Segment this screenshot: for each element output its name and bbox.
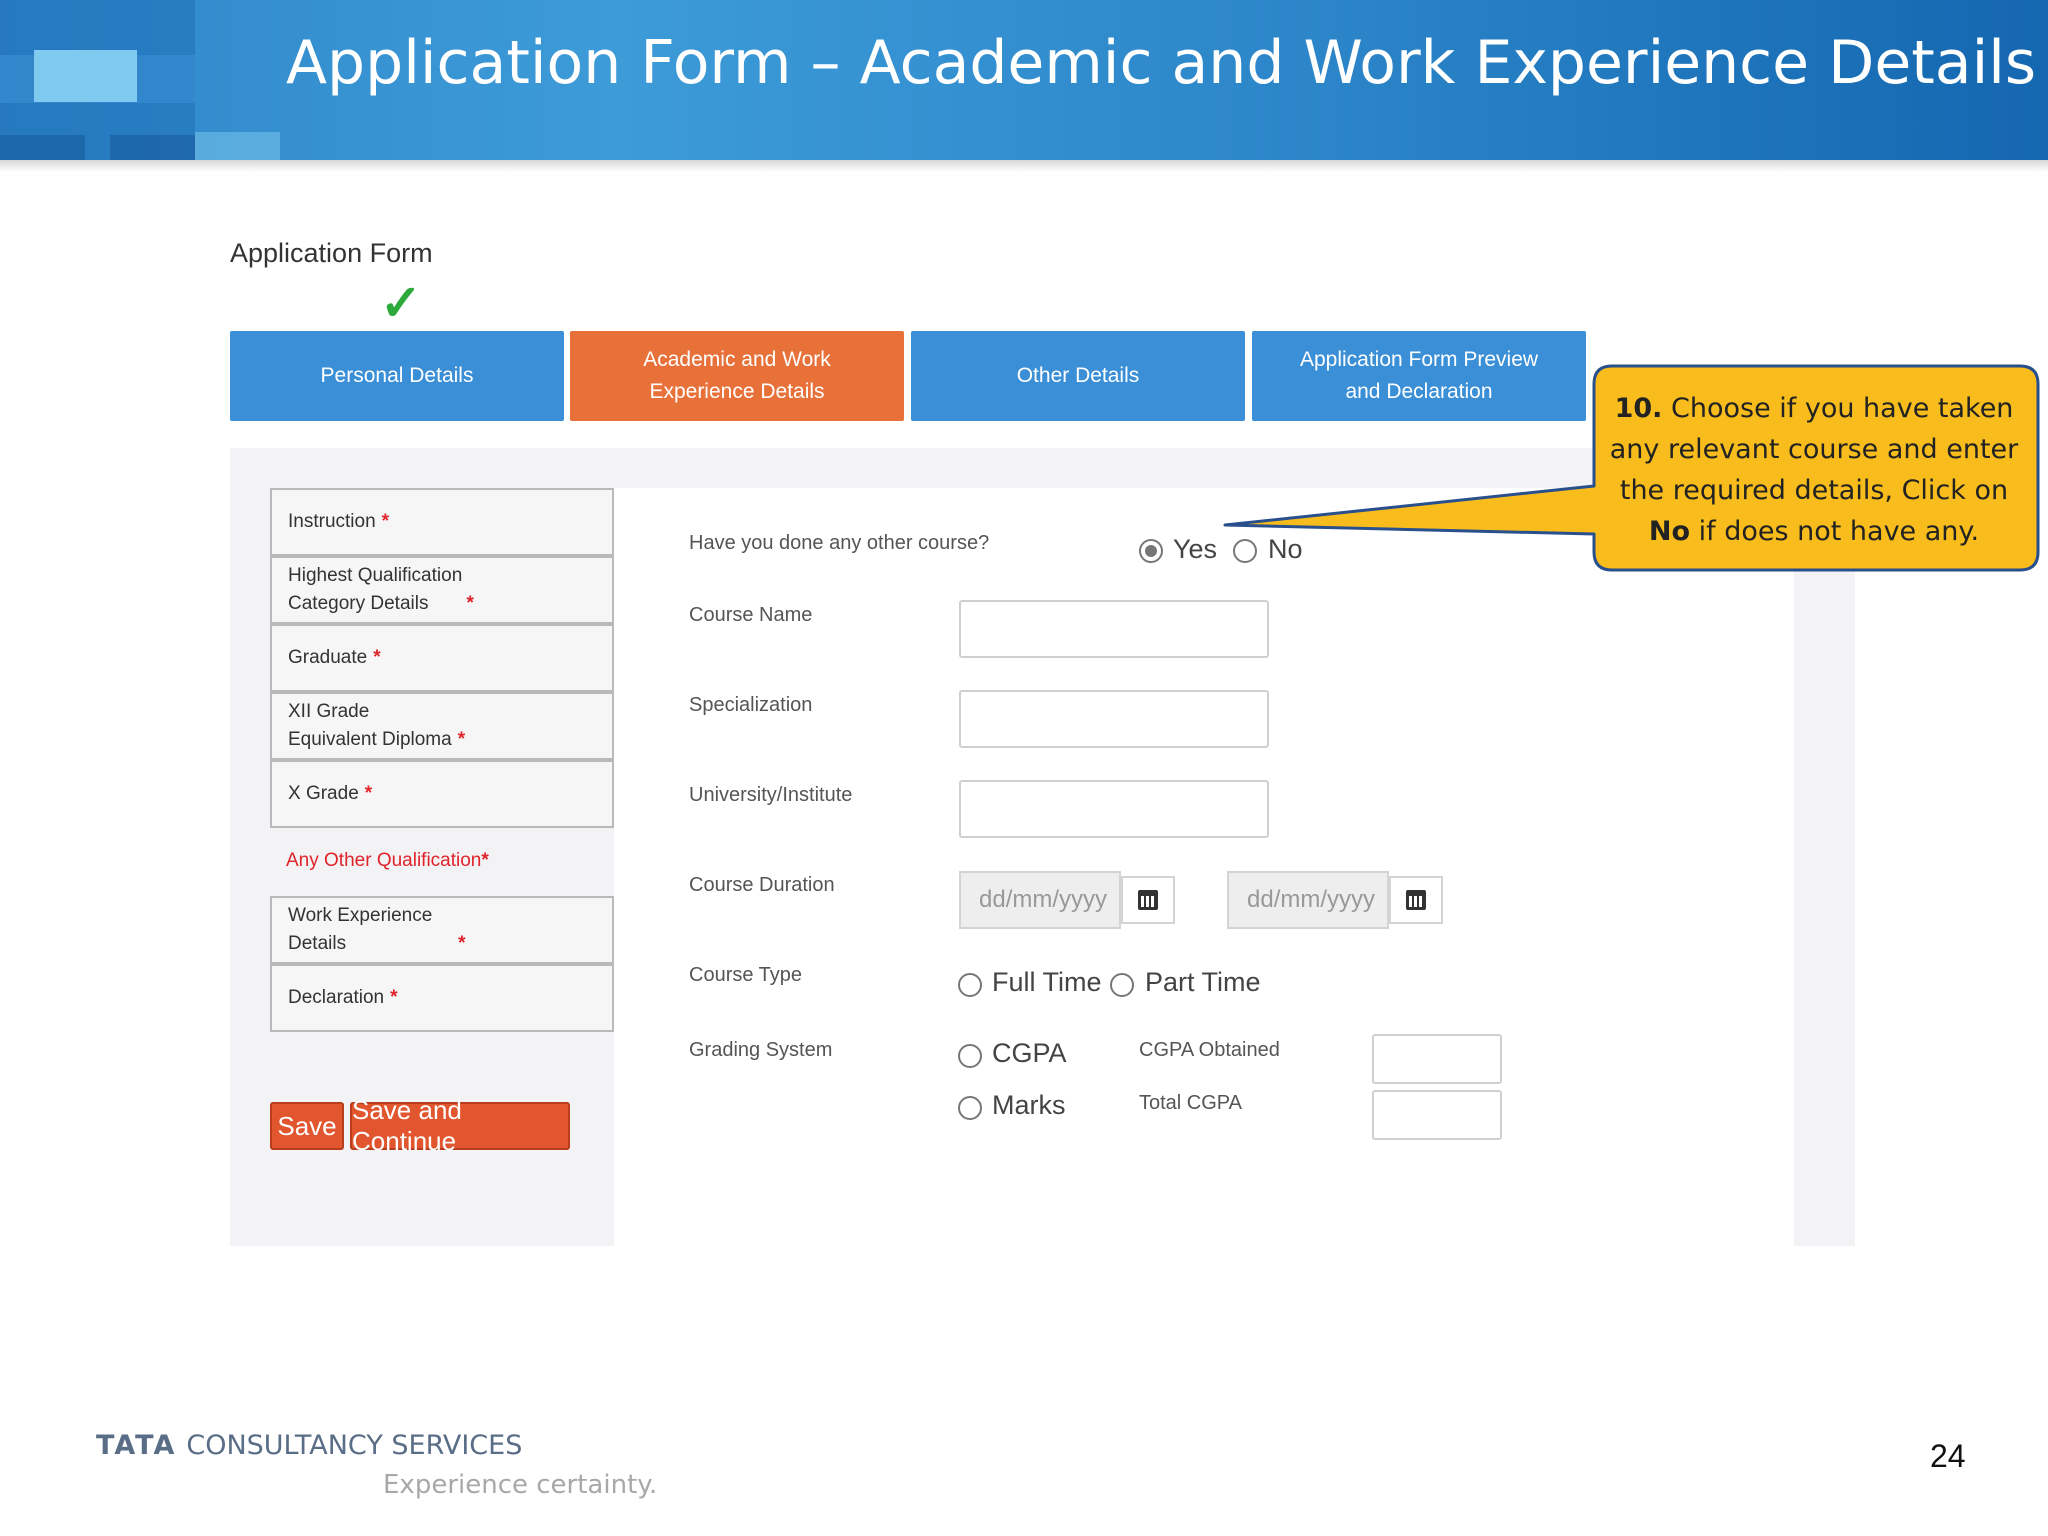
checkmark-icon: ✓ — [380, 275, 422, 331]
calendar-icon — [1406, 890, 1426, 910]
duration-to-calendar-button[interactable] — [1389, 876, 1443, 924]
course-name-field[interactable] — [959, 600, 1269, 658]
sidebar-item-any-other-qualification[interactable] — [286, 850, 489, 872]
specialization-label: Specialization — [689, 694, 813, 716]
required-mark: * — [390, 987, 398, 1008]
sidebar-item-xii-grade[interactable] — [270, 692, 614, 760]
duration-to-field[interactable]: dd/mm/yyyy — [1227, 871, 1389, 929]
course-type-label: Course Type — [689, 964, 803, 986]
callout-text: Choose if you have taken any relevant course and enter the required details, Click on — [1609, 393, 2019, 506]
sidebar-item-label: Graduate — [288, 647, 368, 668]
slide-title: Application Form – Academic and Work Experience Details — [286, 28, 2037, 98]
sidebar-item-label: Equivalent Diploma — [288, 729, 452, 750]
cgpa-obtained-field[interactable] — [1372, 1034, 1502, 1084]
marks-radio[interactable] — [958, 1096, 982, 1120]
required-mark: * — [466, 593, 474, 614]
sidebar-item-label: Work Experience — [288, 905, 433, 926]
required-mark: * — [457, 729, 466, 750]
logo-brand: TATA — [96, 1430, 177, 1461]
grading-system-label: Grading System — [689, 1039, 833, 1061]
sidebar-item-label: Category Details — [288, 593, 429, 614]
part-time-label: Part Time — [1145, 967, 1261, 997]
other-course-yes-label: Yes — [1173, 534, 1218, 564]
required-mark: * — [481, 850, 489, 871]
duration-from-field[interactable]: dd/mm/yyyy — [959, 871, 1121, 929]
calendar-icon — [1138, 890, 1158, 910]
tcs-logo — [96, 1430, 522, 1461]
tab-academic-work-experience[interactable]: Academic and Work Experience Details — [570, 331, 904, 421]
cgpa-label: CGPA — [992, 1038, 1067, 1068]
save-and-continue-button[interactable]: Save and Continue — [350, 1102, 570, 1150]
sidebar-item-label: Declaration — [288, 987, 385, 1008]
form-heading: Application Form — [230, 238, 433, 268]
logo-company: CONSULTANCY SERVICES — [186, 1430, 523, 1461]
sidebar-item-label: XII Grade — [288, 701, 370, 722]
marks-label: Marks — [992, 1090, 1066, 1120]
sidebar-item-label: Any Other Qualification — [286, 850, 482, 871]
course-duration-label: Course Duration — [689, 874, 835, 896]
logo-tagline: Experience certainty. — [383, 1470, 658, 1500]
tab-preview-declaration[interactable]: Application Form Preview and Declaration — [1252, 331, 1586, 421]
full-time-radio[interactable] — [958, 973, 982, 997]
required-mark: * — [364, 783, 373, 804]
sidebar-item-graduate[interactable] — [270, 624, 614, 692]
callout-bold-word: No — [1648, 516, 1691, 547]
cgpa-obtained-label: CGPA Obtained — [1139, 1039, 1280, 1061]
sidebar-item-label: X Grade — [288, 783, 359, 804]
duration-from-calendar-button[interactable] — [1121, 876, 1175, 924]
cgpa-radio[interactable] — [958, 1044, 982, 1068]
sidebar-item-work-experience[interactable] — [270, 896, 614, 964]
page-number: 24 — [1930, 1438, 1966, 1474]
instruction-callout — [1591, 366, 2037, 570]
sidebar-item-x-grade[interactable] — [270, 760, 614, 828]
callout-step-number: 10. — [1614, 393, 1663, 424]
specialization-field[interactable] — [959, 690, 1269, 748]
sidebar-item-label: Highest Qualification — [288, 565, 463, 586]
part-time-radio[interactable] — [1110, 973, 1134, 997]
required-mark: * — [458, 933, 466, 954]
sidebar-item-label: Instruction — [288, 511, 376, 532]
save-button[interactable]: Save — [270, 1102, 344, 1150]
tab-personal-details[interactable]: Personal Details — [230, 331, 564, 421]
sidebar-item-declaration[interactable] — [270, 964, 614, 1032]
full-time-label: Full Time — [992, 967, 1102, 997]
sidebar-item-label: Details — [288, 933, 347, 954]
total-cgpa-field[interactable] — [1372, 1090, 1502, 1140]
total-cgpa-label: Total CGPA — [1139, 1092, 1242, 1114]
required-mark: * — [381, 511, 390, 532]
other-course-question: Have you done any other course? — [689, 532, 990, 554]
course-name-label: Course Name — [689, 604, 813, 626]
university-label: University/Institute — [689, 784, 853, 806]
tab-other-details[interactable]: Other Details — [911, 331, 1245, 421]
other-course-no-label: No — [1268, 534, 1303, 564]
required-mark: * — [373, 647, 381, 668]
university-field[interactable] — [959, 780, 1269, 838]
callout-text-end: if does not have any. — [1698, 516, 1980, 547]
